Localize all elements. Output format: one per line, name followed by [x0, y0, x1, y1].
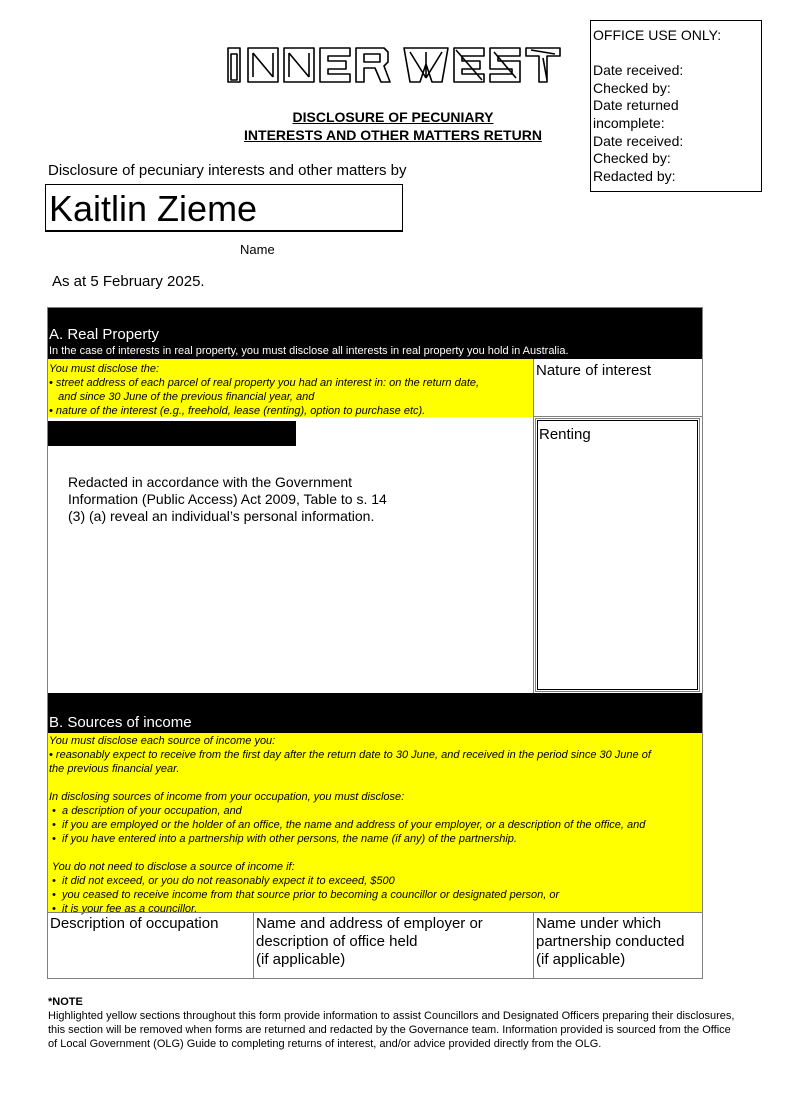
- occupation-column-header: [48, 913, 253, 978]
- redaction-note: [68, 474, 387, 525]
- office-use-heading: OFFICE USE ONLY:: [593, 27, 722, 43]
- column-divider: [533, 417, 534, 693]
- office-use-line: Checked by:: [593, 150, 671, 167]
- name-label: Name: [240, 242, 275, 257]
- office-use-line: Checked by:: [593, 79, 671, 96]
- nature-of-interest-header: Nature of interest: [533, 359, 702, 417]
- guidance-line: • reasonably expect to receive from the first day after the return date to 30 June, and received in the period since 30 June of: [49, 749, 651, 761]
- guidance-line: the previous financial year.: [49, 763, 180, 775]
- office-use-line: Date returned: [593, 97, 679, 114]
- redaction-line: (3) (a) reveal an individual’s personal information.: [68, 508, 375, 524]
- office-use-line: incomplete:: [593, 114, 665, 131]
- guidance-line: • a description of your occupation, and: [49, 805, 242, 817]
- section-a-header: [48, 308, 702, 359]
- column-header-line: (if applicable): [256, 951, 346, 968]
- column-header-line: Name under which: [536, 915, 662, 932]
- guidance-line: In disclosing sources of income from your occupation, you must disclose:: [49, 791, 405, 803]
- column-header-line: Description of occupation: [50, 915, 219, 932]
- footnote-body: Highlighted yellow sections throughout this form provide information to assist Councillors and Designated Officers preparing their disclosures, this section will be removed when forms are returned and redacted by the Governance team. Information provided is sourced from the Office of Local Government (OLG) Guide to completing returns of interest, and/or advice provided directly from the OLG.: [48, 1010, 735, 1050]
- intro-text: Disclosure of pecuniary interests and other matters by: [48, 162, 407, 179]
- section-b-header: [48, 693, 702, 733]
- name-value: Kaitlin Zieme: [49, 188, 258, 229]
- guidance-line: • nature of the interest (e.g., freehold, lease (renting), option to purchase etc).: [49, 405, 426, 417]
- guidance-line: • you ceased to receive income from that source prior to becoming a councillor or designated person, or: [49, 889, 560, 901]
- redaction-line: Redacted in accordance with the Government: [68, 474, 353, 490]
- office-use-box: [590, 20, 762, 192]
- office-use-line: Redacted by:: [593, 167, 676, 184]
- redaction-line: Information (Public Access) Act 2009, Table to s. 14: [68, 491, 387, 507]
- section-a-guidance: [48, 359, 533, 417]
- column-header-line: Name and address of employer or: [256, 915, 483, 932]
- guidance-line: • if you have entered into a partnership with other persons, the name (if any) of the partnership.: [49, 833, 517, 845]
- section-a-heading: A. Real Property: [49, 326, 160, 343]
- section-b-guidance: [48, 733, 702, 913]
- column-header-line: description of office held: [256, 933, 418, 950]
- guidance-line: • street address of each parcel of real property you had an interest in: on the return date,: [49, 377, 480, 389]
- guidance-line: You must disclose each source of income you:: [49, 735, 276, 747]
- office-use-line: Date received:: [593, 62, 684, 79]
- office-use-line: Date received:: [593, 132, 684, 149]
- partnership-column-header: [534, 913, 702, 978]
- redaction-bar: [48, 421, 296, 446]
- column-header-line: (if applicable): [536, 951, 626, 968]
- guidance-line: • it is your fee as a councillor.: [49, 903, 198, 915]
- nature-of-interest-value: Renting: [539, 426, 591, 443]
- guidance-line: • if you are employed or the holder of an office, the name and address of your employer, or a description of the office, and: [49, 819, 646, 831]
- name-field[interactable]: [45, 184, 403, 232]
- nature-of-interest-field[interactable]: [535, 418, 700, 692]
- as-at-date: As at 5 February 2025.: [52, 273, 205, 290]
- footnote-heading: *NOTE: [48, 996, 83, 1008]
- guidance-line: You must disclose the:: [49, 363, 160, 375]
- guidance-line: • it did not exceed, or you do not reasonably expect it to exceed, $500: [49, 875, 395, 887]
- guidance-line: You do not need to disclose a source of income if:: [49, 861, 295, 873]
- employer-column-header: [254, 913, 533, 978]
- guidance-line: and since 30 June of the previous financial year, and: [49, 391, 315, 403]
- column-header-line: partnership conducted: [536, 933, 685, 950]
- footnote: [48, 995, 738, 1051]
- income-columns-row: [48, 912, 702, 978]
- inner-west-logo: [226, 46, 562, 84]
- form-title-line-1: DISCLOSURE OF PECUNIARY: [292, 109, 494, 125]
- section-b-heading: B. Sources of income: [49, 714, 192, 731]
- form-title-line-2: INTERESTS AND OTHER MATTERS RETURN: [244, 127, 542, 143]
- section-a-subheading: In the case of interests in real property, you must disclose all interests in real property you hold in Australia.: [49, 345, 569, 357]
